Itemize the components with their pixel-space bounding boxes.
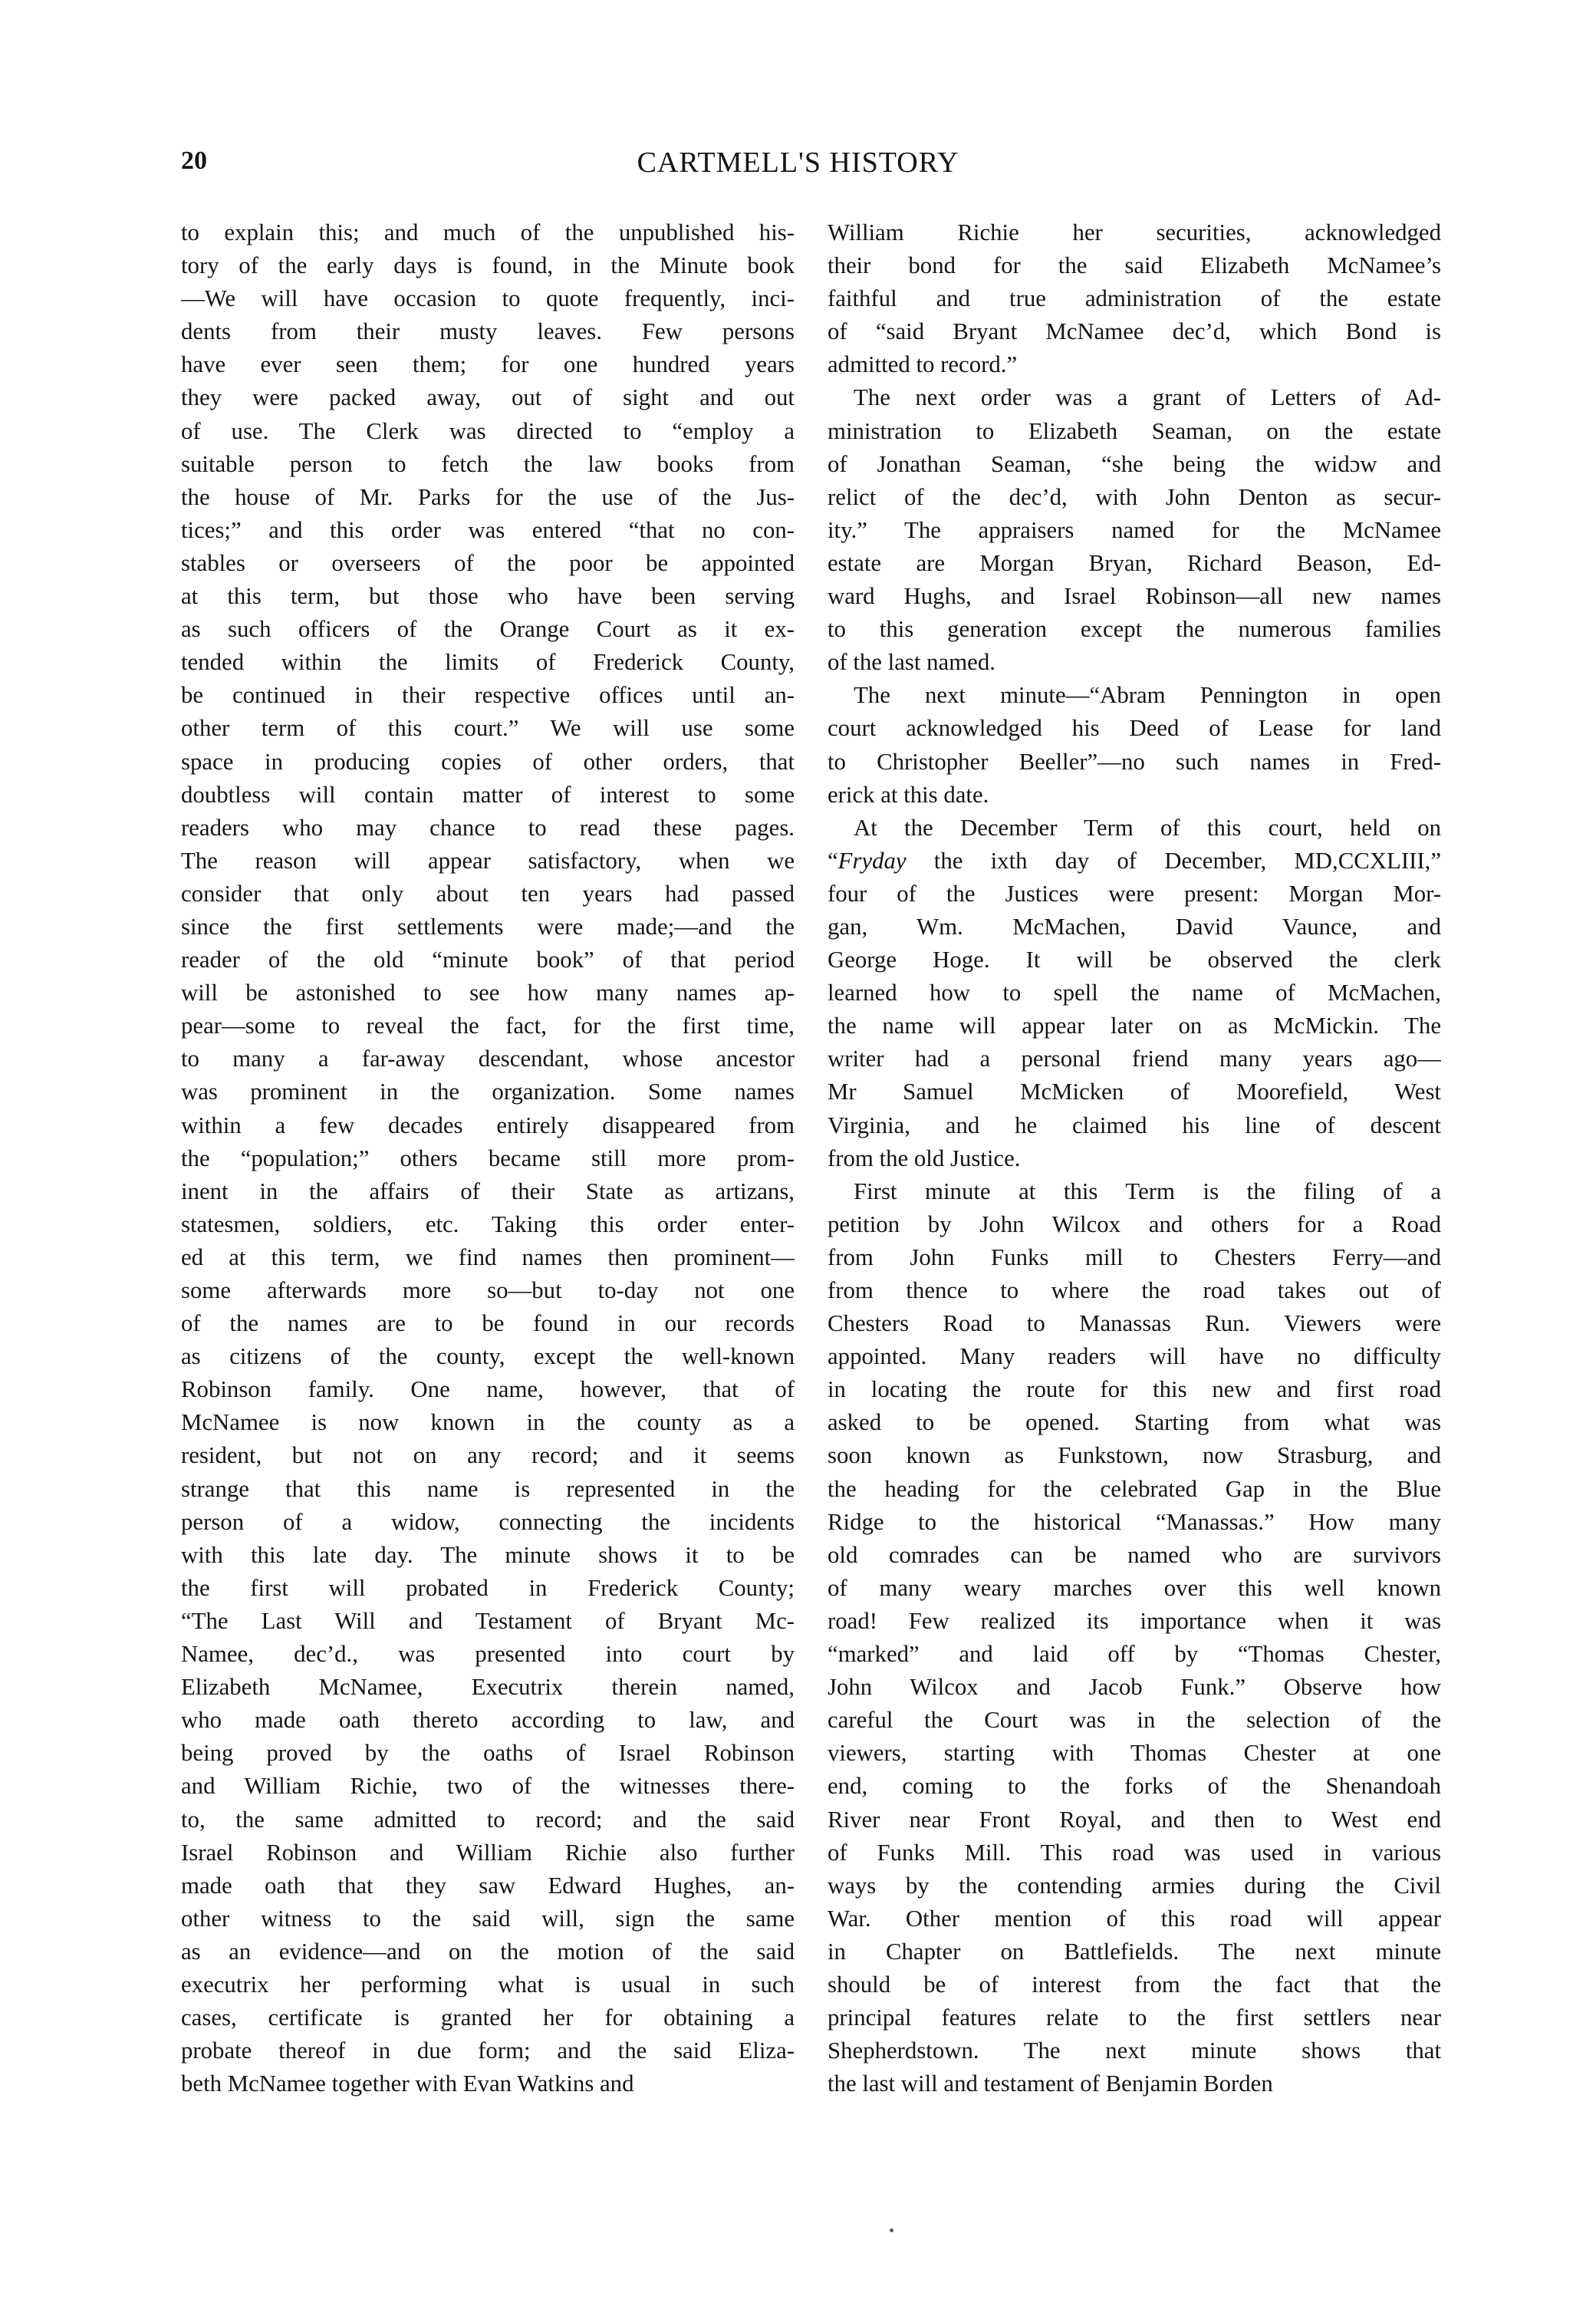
text-line: of many weary marches over this well known — [828, 1574, 1441, 1601]
text-line: and William Richie, two of the witnesses there- — [181, 1773, 795, 1800]
text-line: the house of Mr. Parks for the use of the Jus- — [181, 483, 795, 510]
text-line: consider that only about ten years had passed — [181, 880, 795, 907]
text-line: inent in the affairs of their State as artizans, — [181, 1178, 795, 1204]
text-line: statesmen, soldiers, etc. Taking this order enter- — [181, 1211, 795, 1237]
text-line: asked to be opened. Starting from what was — [828, 1409, 1441, 1436]
text-line: of the last named. — [828, 649, 995, 676]
text-line: ed at this term, we find names then prominent— — [181, 1243, 795, 1270]
text-line: as such officers of the Orange Court as it ex- — [181, 616, 795, 643]
text-line: erick at this date. — [828, 781, 989, 808]
text-line: with this late day. The minute shows it to be — [181, 1541, 795, 1568]
text-line: old comrades can be named who are survivors — [828, 1541, 1441, 1568]
text-line: doubtless will contain matter of interest to some — [181, 781, 795, 808]
text-line: they were packed away, out of sight and out — [181, 384, 795, 411]
text-line: made oath that they saw Edward Hughes, an- — [181, 1872, 795, 1899]
text-line: ward Hughs, and Israel Robinson—all new names — [828, 583, 1441, 610]
text-line: Ridge to the historical “Manassas.” How many — [828, 1508, 1441, 1535]
text-line: principal features relate to the first settlers near — [828, 2004, 1441, 2031]
text-line: careful the Court was in the selection of the — [828, 1707, 1441, 1734]
text-line: resident, but not on any record; and it seems — [181, 1442, 795, 1469]
text-line: probate thereof in due form; and the said Eliza- — [181, 2037, 795, 2064]
text-line: “Fryday the ixth day of December, MD,CCXLIII,” — [828, 847, 1441, 874]
text-line: cases, certificate is granted her for obtaining a — [181, 2004, 795, 2031]
text-line: pear—some to reveal the fact, for the first time, — [181, 1013, 795, 1039]
text-line: the last will and testament of Benjamin Borden — [828, 2070, 1273, 2097]
text-line: Shepherdstown. The next minute shows that — [828, 2037, 1441, 2064]
text-line: admitted to record.” — [828, 351, 1018, 378]
text-line: readers who may chance to read these pages. — [181, 814, 795, 841]
text-line: have ever seen them; for one hundred years — [181, 351, 795, 378]
text-line: from thence to where the road takes out of — [828, 1277, 1441, 1303]
text-line: learned how to spell the name of McMachen, — [828, 980, 1441, 1006]
text-line: First minute at this Term is the filing of a — [854, 1178, 1441, 1204]
text-line: to explain this; and much of the unpublished his- — [181, 219, 795, 245]
text-line: from John Funks mill to Chesters Ferry—and — [828, 1243, 1441, 1270]
text-line: end, coming to the forks of the Shenandoah — [828, 1773, 1441, 1800]
text-line: being proved by the oaths of Israel Robinson — [181, 1740, 795, 1767]
text-line: “The Last Will and Testament of Bryant Mc- — [181, 1607, 795, 1634]
text-line: ways by the contending armies during the Civil — [828, 1872, 1441, 1899]
text-line: John Wilcox and Jacob Funk.” Observe how — [828, 1674, 1441, 1701]
text-line: tory of the early days is found, in the Minute book — [181, 252, 795, 279]
text-line: strange that this name is represented in the — [181, 1475, 795, 1502]
text-line: appointed. Many readers will have no difficulty — [828, 1343, 1441, 1370]
text-line: writer had a personal friend many years ago— — [828, 1046, 1441, 1072]
text-line: Mr Samuel McMicken of Moorefield, West — [828, 1079, 1441, 1105]
text-line: of the names are to be found in our records — [181, 1310, 795, 1337]
text-line: River near Front Royal, and then to West end — [828, 1806, 1441, 1833]
text-line: of Funks Mill. This road was used in various — [828, 1839, 1441, 1866]
text-line: tices;” and this order was entered “that no con- — [181, 516, 795, 543]
text-line: Robinson family. One name, however, that of — [181, 1376, 795, 1403]
text-line: other witness to the said will, sign the same — [181, 1905, 795, 1932]
text-line: relict of the dec’d, with John Denton as secur- — [828, 483, 1441, 510]
text-line: as an evidence—and on the motion of the said — [181, 1938, 795, 1965]
text-line: stables or overseers of the poor be appointed — [181, 549, 795, 576]
text-line: will be astonished to see how many names ap- — [181, 980, 795, 1006]
text-line: suitable person to fetch the law books from — [181, 450, 795, 477]
text-line: person of a widow, connecting the incidents — [181, 1508, 795, 1535]
text-line: some afterwards more so—but to-day not one — [181, 1277, 795, 1303]
text-line: in Chapter on Battlefields. The next minute — [828, 1938, 1441, 1965]
page-number: 20 — [181, 147, 207, 175]
text-line: Namee, dec’d., was presented into court by — [181, 1641, 795, 1668]
text-line: court acknowledged his Deed of Lease for land — [828, 715, 1441, 742]
text-line: space in producing copies of other orders, that — [181, 748, 795, 775]
text-line: The reason will appear satisfactory, when we — [181, 847, 795, 874]
text-line: their bond for the said Elizabeth McNamee’s — [828, 252, 1441, 279]
text-line: the first will probated in Frederick County; — [181, 1574, 795, 1601]
text-line: The next order was a grant of Letters of Ad- — [854, 384, 1441, 411]
text-line: ity.” The appraisers named for the McNamee — [828, 516, 1441, 543]
text-line: from the old Justice. — [828, 1145, 1021, 1171]
text-line: —We will have occasion to quote frequently, inci- — [181, 285, 795, 312]
text-line: At the December Term of this court, held on — [854, 814, 1441, 841]
text-line: to, the same admitted to record; and the said — [181, 1806, 795, 1833]
text-line: Elizabeth McNamee, Executrix therein named, — [181, 1674, 795, 1701]
text-line: petition by John Wilcox and others for a Road — [828, 1211, 1441, 1237]
text-line: executrix her performing what is usual in such — [181, 1971, 795, 1998]
text-line: within a few decades entirely disappeared from — [181, 1112, 795, 1138]
text-line: to this generation except the numerous families — [828, 616, 1441, 643]
text-line: to Christopher Beeller”—no such names in Fred- — [828, 748, 1441, 775]
text-line: of use. The Clerk was directed to “employ a — [181, 417, 795, 444]
text-line: beth McNamee together with Evan Watkins and — [181, 2070, 634, 2097]
text-line: George Hoge. It will be observed the clerk — [828, 947, 1441, 973]
text-line: as citizens of the county, except the well-known — [181, 1343, 795, 1370]
text-line: other term of this court.” We will use some — [181, 715, 795, 742]
text-line: who made oath thereto according to law, and — [181, 1707, 795, 1734]
text-line: tended within the limits of Frederick County, — [181, 649, 795, 676]
text-line: of Jonathan Seaman, “she being the widɔw and — [828, 450, 1441, 477]
text-line: the name will appear later on as McMickin. The — [828, 1013, 1441, 1039]
text-line: War. Other mention of this road will appear — [828, 1905, 1441, 1932]
text-line: dents from their musty leaves. Few persons — [181, 318, 795, 345]
text-line: Israel Robinson and William Richie also further — [181, 1839, 795, 1866]
text-line: reader of the old “minute book” of that period — [181, 947, 795, 973]
text-line: at this term, but those who have been serving — [181, 583, 795, 610]
text-line: the heading for the celebrated Gap in the Blue — [828, 1475, 1441, 1502]
text-line: the “population;” others became still more prom- — [181, 1145, 795, 1171]
text-line: The next minute—“Abram Pennington in open — [854, 682, 1441, 709]
text-line: in locating the route for this new and first road — [828, 1376, 1441, 1403]
text-line: faithful and true administration of the estate — [828, 285, 1441, 312]
text-line: soon known as Funkstown, now Strasburg, and — [828, 1442, 1441, 1469]
text-line: was prominent in the organization. Some names — [181, 1079, 795, 1105]
text-line: should be of interest from the fact that the — [828, 1971, 1441, 1998]
right-text-column — [828, 216, 1441, 2100]
text-line: gan, Wm. McMachen, David Vaunce, and — [828, 913, 1441, 940]
text-line: estate are Morgan Bryan, Richard Beason, Ed- — [828, 549, 1441, 576]
text-line: viewers, starting with Thomas Chester at one — [828, 1740, 1441, 1767]
text-line: “marked” and laid off by “Thomas Chester, — [828, 1641, 1441, 1668]
text-line: McNamee is now known in the county as a — [181, 1409, 795, 1436]
text-line: since the first settlements were made;—and the — [181, 913, 795, 940]
text-line: Chesters Road to Manassas Run. Viewers were — [828, 1310, 1441, 1337]
text-line: ministration to Elizabeth Seaman, on the estate — [828, 417, 1441, 444]
text-line: four of the Justices were present: Morgan Mor- — [828, 880, 1441, 907]
text-line: to many a far-away descendant, whose ancestor — [181, 1046, 795, 1072]
printing-speck — [890, 2228, 893, 2232]
left-text-column — [181, 216, 795, 2100]
text-line: William Richie her securities, acknowledged — [828, 219, 1441, 245]
text-line: be continued in their respective offices until an- — [181, 682, 795, 709]
text-line: of “said Bryant McNamee dec’d, which Bond is — [828, 318, 1441, 345]
text-line: Virginia, and he claimed his line of descent — [828, 1112, 1441, 1138]
running-title: CARTMELL'S HISTORY — [637, 147, 959, 179]
text-line: road! Few realized its importance when it was — [828, 1607, 1441, 1634]
